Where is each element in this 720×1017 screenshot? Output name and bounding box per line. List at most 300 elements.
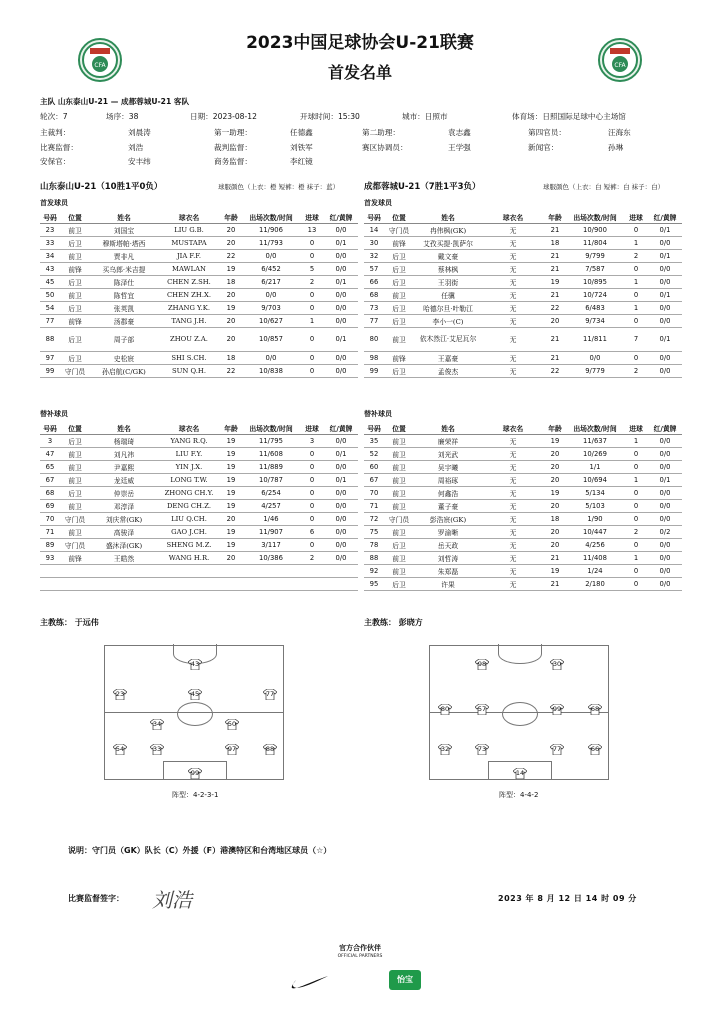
cell-name: 戴文豪 [414,249,482,262]
cell-name: 岳天政 [414,538,482,551]
cell-name: 董子豪 [414,499,482,512]
table-row [40,236,358,249]
cell-position: 前锋 [60,551,90,564]
md-label: 比赛监督： [40,143,78,152]
cell-cards: 0/0 [648,434,682,447]
cell-position: 后卫 [384,275,414,288]
cell-cards: 0/0 [648,460,682,473]
cell-shirt-name: MAWLAN [158,262,220,275]
cell-age: 21 [544,551,566,564]
cell-shirt-name: GAO J.CH. [158,525,220,538]
cell-goals: 1 [624,434,648,447]
cell-appearances: 11/804 [566,236,624,249]
cell-cards: 0/1 [648,473,682,486]
cell-empty [220,564,242,577]
cell-shirt-name: JIA F.F. [158,249,220,262]
press-value: 孙琳 [608,143,624,152]
cell-number: 47 [40,447,60,460]
home-subs-table [40,422,358,591]
cell-number: 30 [364,236,384,249]
cell-position: 后卫 [384,301,414,314]
cell-age: 20 [544,525,566,538]
cell-position: 前卫 [384,447,414,460]
cell-position: 后卫 [384,262,414,275]
cell-goals: 0 [300,447,324,460]
cell-appearances: 11/608 [242,447,300,460]
cell-number: 69 [40,499,60,512]
cell-goals: 0 [300,460,324,473]
table-row [364,486,682,499]
header-number: 号码 [40,422,60,434]
cell-number: 60 [364,460,384,473]
ra-label: 裁判监督： [214,143,252,152]
cell-cards: 0/0 [648,301,682,314]
cell-position: 守门员 [60,364,90,377]
cell-goals: 0 [300,288,324,301]
cell-name: 尹嘉熙 [90,460,158,473]
matchno-value: 38 [128,112,139,121]
table-row [40,288,358,301]
cell-name: 依木然江·艾尼瓦尔 [414,327,482,351]
fourth-value: 汪海东 [608,128,631,137]
cell-shirt-name: 无 [482,262,544,275]
cell-age: 19 [544,434,566,447]
header-shirt-name: 球衣名 [482,422,544,434]
cell-goals: 6 [300,525,324,538]
ar2-label: 第二助理： [362,128,400,137]
shirt-icon [113,744,127,755]
cell-shirt-name: CHEN Z.SH. [158,275,220,288]
cell-cards: 0/1 [648,223,682,236]
cell-age: 19 [220,434,242,447]
cell-goals: 2 [624,525,648,538]
header-goals: 进球 [300,422,324,434]
cell-goals: 2 [624,249,648,262]
cell-goals: 0 [624,447,648,460]
cell-name: 刘国宝 [90,223,158,236]
table-row [40,551,358,564]
table-row [364,314,682,327]
cell-appearances: 4/256 [566,538,624,551]
home-starters-label: 首发球员 [40,199,68,207]
cell-empty [324,577,358,590]
cell-cards: 0/0 [324,301,358,314]
cell-name: 邓淳泽 [90,499,158,512]
home-starters-table [40,211,358,378]
cell-cards: 0/1 [324,236,358,249]
cell-cards: 0/0 [648,564,682,577]
cell-position: 后卫 [384,577,414,590]
svg-text:CFA: CFA [94,62,106,69]
cell-age: 20 [220,314,242,327]
date-value: 2023-08-12 [212,112,257,121]
cell-cards: 0/0 [648,364,682,377]
cell-appearances: 1/90 [566,512,624,525]
cell-shirt-name: LIU G.B. [158,223,220,236]
cell-name: 王皓然 [90,551,158,564]
cell-age: 20 [220,223,242,236]
cell-number: 65 [40,460,60,473]
shirt-icon [150,744,164,755]
cell-shirt-name: SUN Q.H. [158,364,220,377]
shirt-number: 45 [190,690,200,698]
cell-name: 周子部 [90,327,158,351]
cell-name: 高骏泽 [90,525,158,538]
cell-number: 23 [40,223,60,236]
shirt-number: 34 [152,720,162,728]
shirt-number: 98 [477,660,487,668]
partner-label-en: OFFICIAL PARTNERS [337,954,383,959]
cell-name: 罗渝晰 [414,525,482,538]
cell-position: 前卫 [60,499,90,512]
cell-appearances: 10/627 [242,314,300,327]
table-row [40,275,358,288]
signature-label: 比赛监督签字： [68,894,124,903]
cell-shirt-name: 无 [482,499,544,512]
cell-position: 前锋 [384,236,414,249]
table-header [40,211,358,223]
cell-position: 后卫 [60,486,90,499]
cell-shirt-name: SHENG M.Z. [158,538,220,551]
cell-position: 前锋 [60,314,90,327]
shirt-number: 33 [152,745,162,753]
cell-shirt-name: 无 [482,564,544,577]
cell-empty [242,564,300,577]
away-coach: 主教练： 彭晓方 [364,618,423,627]
round-label: 轮次： [40,112,63,121]
cell-empty [90,564,158,577]
cell-cards: 0/0 [648,486,682,499]
table-row [364,327,682,351]
ar2-value: 袁志鑫 [448,128,471,137]
biz-value: 李红镜 [290,157,313,166]
cell-cards: 0/1 [324,447,358,460]
cell-shirt-name: 无 [482,473,544,486]
cell-position: 后卫 [384,249,414,262]
cell-shirt-name: 无 [482,447,544,460]
cell-age: 20 [544,314,566,327]
cell-age: 18 [544,236,566,249]
cell-age: 20 [220,551,242,564]
cell-shirt-name: 无 [482,460,544,473]
cell-empty [220,577,242,590]
cell-number: 72 [364,512,384,525]
shirt-number: 50 [227,720,237,728]
cell-appearances: 10/386 [242,551,300,564]
cell-appearances: 6/254 [242,486,300,499]
cell-goals: 0 [300,364,324,377]
cell-goals: 0 [300,473,324,486]
cell-number: 68 [364,288,384,301]
cell-age: 20 [220,236,242,249]
shirt-number: 77 [552,745,562,753]
cell-appearances: 10/447 [566,525,624,538]
cell-age: 20 [220,327,242,351]
cell-position: 前卫 [60,249,90,262]
cell-name: 张英凯 [90,301,158,314]
cell-cards: 0/0 [648,538,682,551]
shirt-icon [188,689,202,700]
cell-shirt-name: ZHONG CH.Y. [158,486,220,499]
cell-name: 史松宸 [90,351,158,364]
away-formation-pitch [429,645,609,780]
header-cards: 红/黄牌 [648,422,682,434]
cell-number: 45 [40,275,60,288]
cell-goals: 1 [624,551,648,564]
cell-age: 19 [220,473,242,486]
shirt-number: 57 [477,705,487,713]
cell-name: 蔡林枫 [414,262,482,275]
cell-number: 67 [40,473,60,486]
table-header [364,422,682,434]
cell-cards: 0/0 [648,262,682,275]
cell-name: 龙廷威 [90,473,158,486]
table-row [364,499,682,512]
cell-number: 67 [364,473,384,486]
table-row [40,499,358,512]
home-formation: 阵型：4-2-3-1 [172,791,219,799]
cell-goals: 0 [624,538,648,551]
cell-age: 22 [544,364,566,377]
cell-shirt-name: YIN J.X. [158,460,220,473]
cell-position: 前卫 [384,434,414,447]
table-row [40,249,358,262]
away-team-title: 成都蓉城U-21（7胜1平3负） [364,182,481,192]
date-label: 日期： [190,112,213,121]
cell-goals: 0 [300,486,324,499]
table-row-empty [40,564,358,577]
city-label: 城市： [402,112,425,121]
cell-age: 20 [544,473,566,486]
shirt-number: 54 [115,745,125,753]
cell-appearances: 10/269 [566,447,624,460]
svg-text:CFA: CFA [614,62,626,69]
page-title: 2023中国足球协会U-21联赛 [246,33,474,53]
header-goals: 进球 [624,422,648,434]
cell-appearances: 11/408 [566,551,624,564]
cell-name: 哈德尔旦·叶勒江 [414,301,482,314]
shirt-icon [438,704,452,715]
cell-cards: 0/0 [324,512,358,525]
cell-goals: 13 [300,223,324,236]
cell-position: 前卫 [60,288,90,301]
cell-position: 前卫 [60,460,90,473]
table-row [364,473,682,486]
shirt-icon [188,659,202,670]
away-starters-label: 首发球员 [364,199,392,207]
cell-name: 杨瑞琦 [90,434,158,447]
cell-appearances: 3/117 [242,538,300,551]
cell-goals: 2 [300,275,324,288]
cell-position: 守门员 [384,512,414,525]
table-row [364,262,682,275]
cell-position: 守门员 [60,512,90,525]
cell-shirt-name: 无 [482,364,544,377]
cell-age: 20 [544,460,566,473]
table-row [40,512,358,525]
table-row [40,525,358,538]
cell-name: 刘庆常(GK) [90,512,158,525]
table-row-empty [40,577,358,590]
cell-empty [324,564,358,577]
cell-appearances: 0/0 [242,288,300,301]
sign-date: 2023 年 8 月 12 日 14 时 09 分 [498,894,637,903]
shirt-number: 66 [590,745,600,753]
cell-cards: 0/0 [324,551,358,564]
header-name: 姓名 [414,211,482,223]
cell-appearances: 9/799 [566,249,624,262]
cell-number: 32 [364,249,384,262]
cell-cards: 0/0 [324,288,358,301]
shirt-icon [150,719,164,730]
header-shirt-name: 球衣名 [482,211,544,223]
cell-position: 前卫 [384,499,414,512]
home-formation-pitch [104,645,284,780]
cell-number: 54 [40,301,60,314]
cell-age: 19 [220,538,242,551]
cell-shirt-name: 无 [482,551,544,564]
cell-position: 前卫 [60,223,90,236]
cell-name: 任骥 [414,288,482,301]
cell-position: 守门员 [60,538,90,551]
cell-cards: 0/0 [648,577,682,590]
cell-empty [158,564,220,577]
shirt-number: 73 [477,745,487,753]
cell-position: 后卫 [384,364,414,377]
cell-goals: 0 [624,288,648,301]
cell-appearances: 7/587 [566,262,624,275]
cell-name: 王嘉豪 [414,351,482,364]
cell-appearances: 9/703 [242,301,300,314]
cell-number: 99 [364,364,384,377]
cell-goals: 0 [624,512,648,525]
table-row [364,223,682,236]
cell-cards: 0/0 [324,314,358,327]
cell-cards: 0/0 [324,460,358,473]
cell-age: 20 [544,538,566,551]
cell-cards: 0/2 [648,525,682,538]
cell-age: 21 [544,577,566,590]
away-subs-label: 替补球员 [364,410,392,418]
header-age: 年龄 [220,211,242,223]
cell-empty [300,564,324,577]
cell-age: 19 [544,275,566,288]
cell-position: 前卫 [384,288,414,301]
cell-cards: 0/1 [648,327,682,351]
cell-appearances: 10/838 [242,364,300,377]
table-row [364,564,682,577]
cell-name: 仲崇岳 [90,486,158,499]
table-row [40,434,358,447]
cell-cards: 0/0 [324,538,358,551]
cell-number: 88 [364,551,384,564]
venue-value: 日照国际足球中心主场馆 [542,112,626,121]
cell-name: 彭浩宸(GK) [414,512,482,525]
cell-name: 买乌郎·米吉提 [90,262,158,275]
cell-position: 后卫 [60,236,90,249]
table-row [364,460,682,473]
cell-age: 19 [220,525,242,538]
cell-shirt-name: 无 [482,538,544,551]
shirt-icon [588,704,602,715]
cell-goals: 0 [624,262,648,275]
cell-appearances: 10/787 [242,473,300,486]
shirt-icon [263,689,277,700]
cell-number: 75 [364,525,384,538]
cell-cards: 0/0 [648,447,682,460]
cell-appearances: 1/24 [566,564,624,577]
page-subtitle: 首发名单 [327,63,392,82]
away-subs-table [364,422,682,591]
cell-age: 22 [544,301,566,314]
cell-appearances: 11/637 [566,434,624,447]
cell-empty [40,564,60,577]
cell-age: 22 [220,249,242,262]
cell-shirt-name: DENG CH.Z. [158,499,220,512]
cell-age: 21 [544,288,566,301]
shirt-icon [225,719,239,730]
cell-name: 贾非凡 [90,249,158,262]
table-row [40,301,358,314]
cell-shirt-name: 无 [482,249,544,262]
cell-goals: 3 [300,434,324,447]
press-label: 新闻官： [528,143,559,152]
away-starters-table [364,211,682,378]
cell-goals: 1 [624,236,648,249]
cell-number: 68 [40,486,60,499]
header-appearances: 出场次数/时间 [242,422,300,434]
cell-position: 后卫 [60,275,90,288]
cell-number: 98 [364,351,384,364]
cell-appearances: 0/0 [242,249,300,262]
cell-number: 34 [40,249,60,262]
cell-name: 周裕琢 [414,473,482,486]
cell-cards: 0/1 [324,275,358,288]
legend-note: 说明：守门员（GK）队长（C）外援（F）港澳特区和台湾地区球员（☆） [68,846,332,855]
header-appearances: 出场次数/时间 [242,211,300,223]
cell-shirt-name: YANG R.Q. [158,434,220,447]
cell-number: 92 [364,564,384,577]
table-row [40,351,358,364]
shirt-number: 99 [552,705,562,713]
cell-goals: 0 [624,460,648,473]
cell-cards: 0/0 [324,249,358,262]
cell-position: 前卫 [384,525,414,538]
cell-name: 陈哲宜 [90,288,158,301]
header-position: 位置 [60,211,90,223]
cell-cards: 0/0 [324,525,358,538]
cell-age: 18 [220,275,242,288]
cell-empty [242,577,300,590]
cell-appearances: 9/734 [566,314,624,327]
cell-name: 盛沐泽(GK) [90,538,158,551]
cell-goals: 0 [300,499,324,512]
cell-appearances: 0/0 [242,351,300,364]
shirt-icon [475,744,489,755]
shirt-number: 14 [515,769,525,777]
shirt-icon [588,744,602,755]
kickoff-value: 15:30 [337,112,360,121]
cell-position: 后卫 [60,351,90,364]
cell-cards: 0/1 [648,288,682,301]
cell-age: 19 [220,486,242,499]
vc-label: 赛区协调员： [362,143,408,152]
cell-name: 穆斯塔帕·塔西 [90,236,158,249]
shirt-number: 77 [265,690,275,698]
cell-name: 吴宇曦 [414,460,482,473]
cell-appearances: 0/0 [566,351,624,364]
cell-cards: 0/1 [648,249,682,262]
